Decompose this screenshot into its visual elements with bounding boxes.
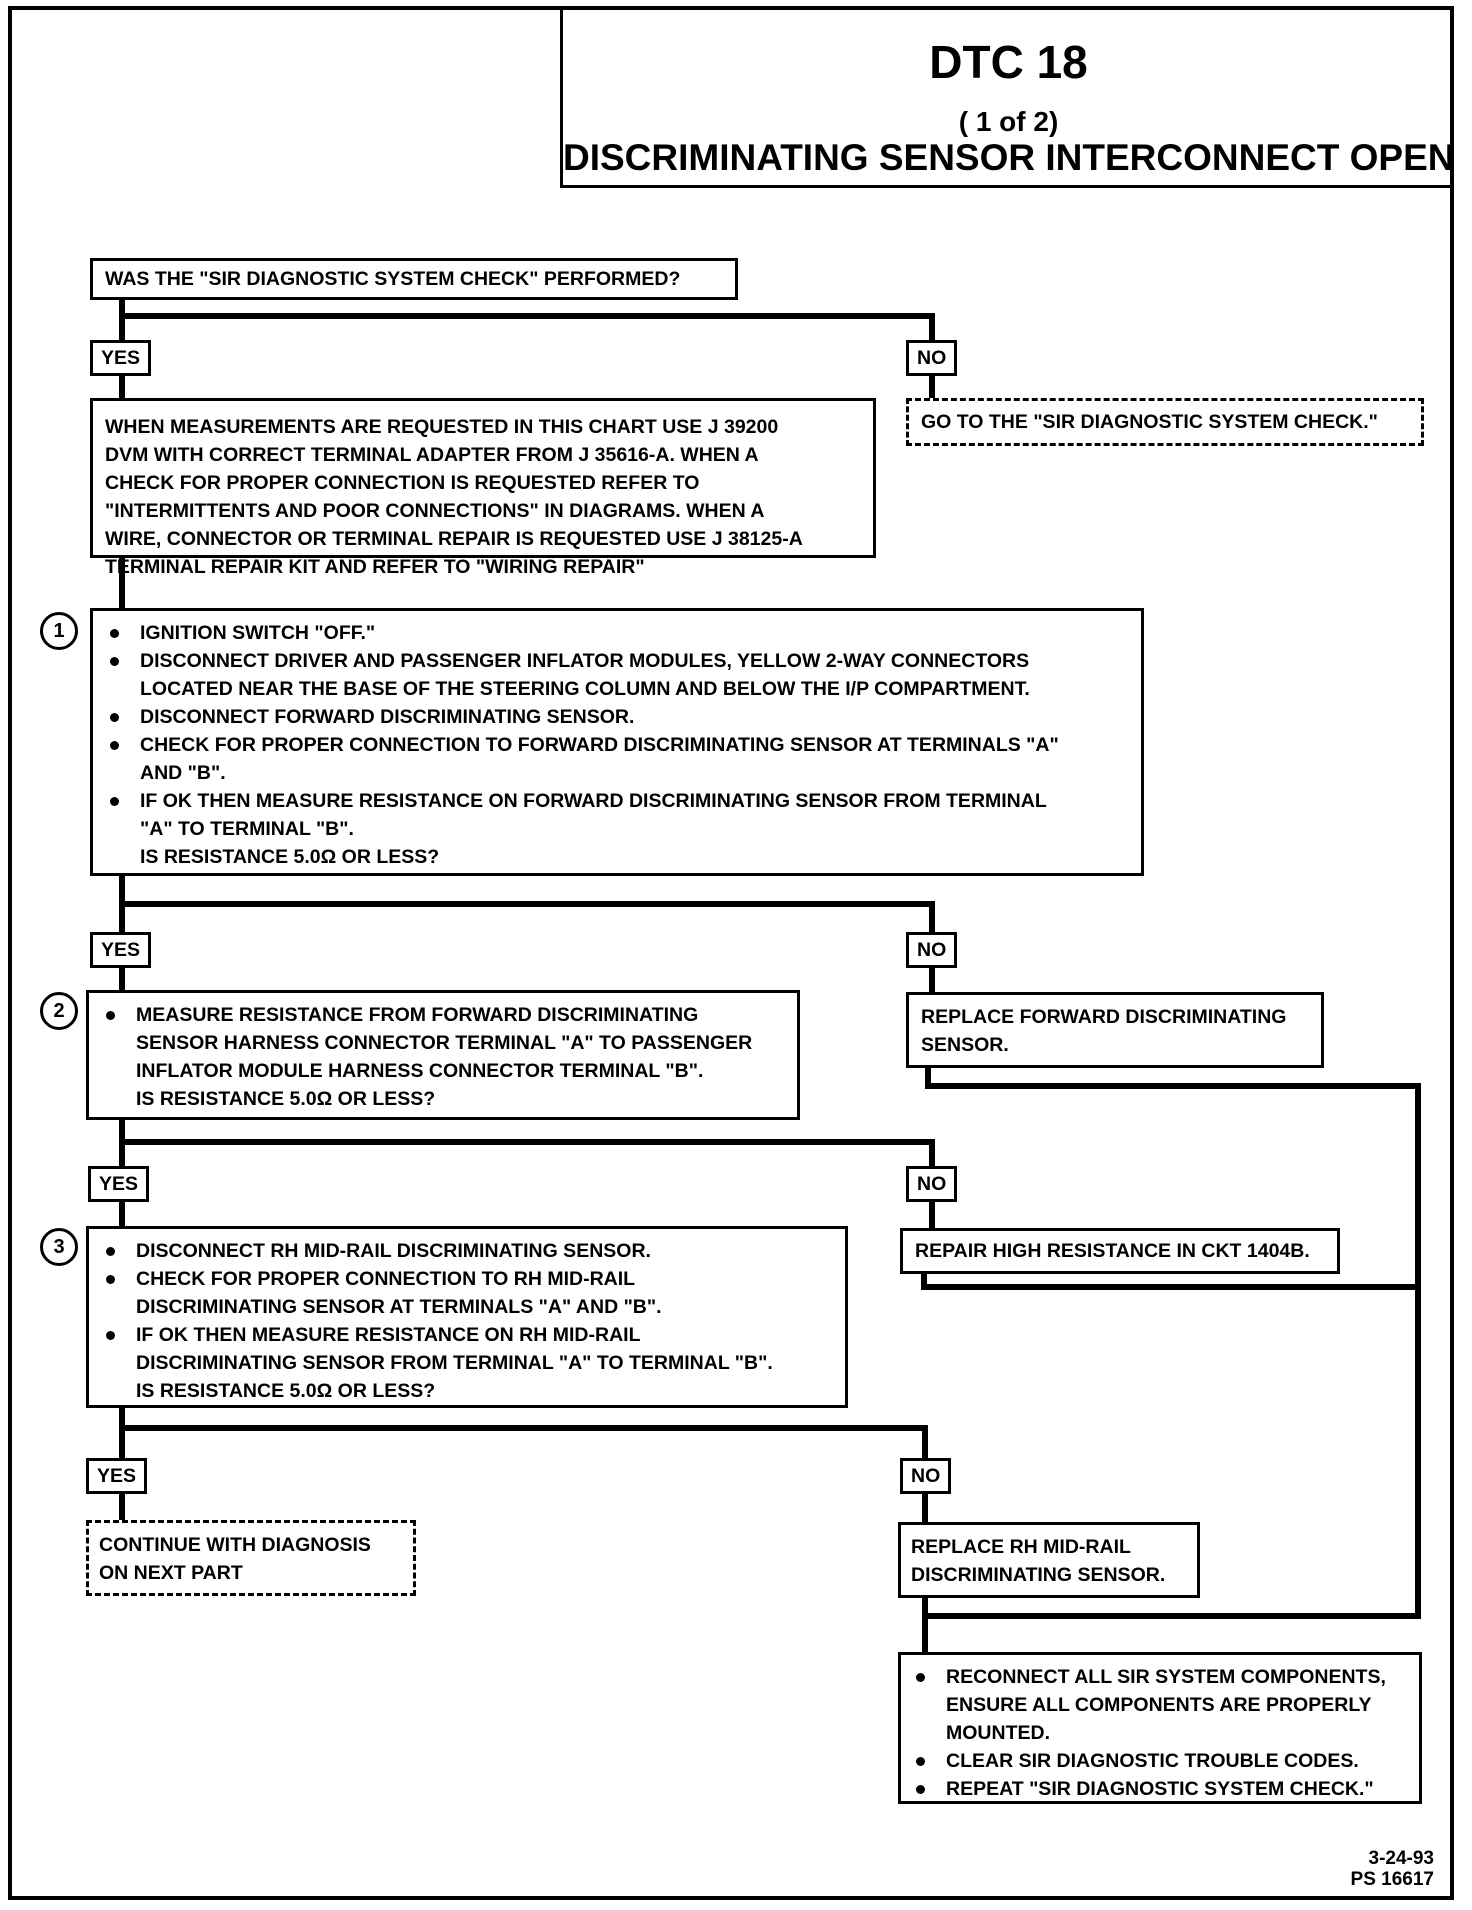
replace-forward-sensor-box [906, 992, 1324, 1068]
bullet-line: IF OK THEN MEASURE RESISTANCE ON RH MID-RAIL [136, 1324, 641, 1346]
bullet-line: LOCATED NEAR THE BASE OF THE STEERING COLUMN AND BELOW THE I/P COMPARTMENT. [140, 678, 1030, 700]
instructions-box [90, 398, 876, 578]
no-label: NO [906, 1166, 957, 1202]
action-line: CONTINUE WITH DIAGNOSIS [99, 1534, 371, 1556]
bullet-line: CHECK FOR PROPER CONNECTION TO RH MID-RAIL [136, 1268, 636, 1290]
bullet-line: IGNITION SWITCH "OFF." [140, 622, 376, 644]
bullet-line: "A" TO TERMINAL "B". [140, 818, 354, 840]
bullet-list [913, 1663, 1409, 1803]
repair-high-resistance-box [900, 1228, 1340, 1274]
yes-label: YES [90, 932, 151, 968]
no-label: NO [906, 932, 957, 968]
bullet-item [103, 1001, 785, 1113]
bullet-line: CHECK FOR PROPER CONNECTION TO FORWARD DISCRIMINATING SENSOR AT TERMINALS "A" [140, 734, 1059, 756]
final-steps-box [898, 1652, 1422, 1804]
instruction-line: CHECK FOR PROPER CONNECTION IS REQUESTED REFER TO [105, 472, 700, 494]
bullet-line: DISCRIMINATING SENSOR FROM TERMINAL "A" TO TERMINAL "B". [136, 1352, 773, 1374]
bullet-item [107, 619, 1129, 647]
step-number-1: 1 [40, 612, 78, 650]
bullet-line: DISCONNECT FORWARD DISCRIMINATING SENSOR. [140, 706, 635, 728]
replace-mid-rail-sensor-box [898, 1522, 1200, 1598]
action-line: SENSOR. [921, 1034, 1009, 1056]
bullet-item [913, 1775, 1409, 1803]
instruction-line: WIRE, CONNECTOR OR TERMINAL REPAIR IS REQUESTED USE J 38125-A [105, 528, 803, 550]
no-label: NO [906, 340, 957, 376]
step-2-box [86, 990, 800, 1120]
start-question: WAS THE "SIR DIAGNOSTIC SYSTEM CHECK" PERFORMED? [105, 268, 681, 290]
dtc-code: DTC 18 [929, 36, 1088, 88]
bullet-item [103, 1237, 833, 1265]
bullet-line: DISCRIMINATING SENSOR AT TERMINALS "A" AND "B". [136, 1296, 662, 1318]
bullet-item [107, 647, 1129, 703]
bullet-item [103, 1265, 833, 1321]
bullet-line: CLEAR SIR DIAGNOSTIC TROUBLE CODES. [946, 1750, 1359, 1772]
step-3-box [86, 1226, 848, 1408]
yes-label: YES [90, 340, 151, 376]
no-label: NO [900, 1458, 951, 1494]
bullet-line: DISCONNECT DRIVER AND PASSENGER INFLATOR MODULES, YELLOW 2-WAY CONNECTORS [140, 650, 1030, 672]
bullet-item [107, 731, 1129, 787]
part-indicator: ( 1 of 2) [958, 106, 1059, 137]
bullet-line: SENSOR HARNESS CONNECTOR TERMINAL "A" TO PASSENGER [136, 1032, 753, 1054]
start-question-box [90, 258, 738, 300]
footer [1351, 1848, 1434, 1890]
continue-next-part-box [86, 1520, 416, 1596]
bullet-line: MOUNTED. [946, 1722, 1050, 1744]
action-line: DISCRIMINATING SENSOR. [911, 1564, 1166, 1586]
bullet-line: IF OK THEN MEASURE RESISTANCE ON FORWARD DISCRIMINATING SENSOR FROM TERMINAL [140, 790, 1047, 812]
instruction-line: DVM WITH CORRECT TERMINAL ADAPTER FROM J 35616-A. WHEN A [105, 444, 759, 466]
action-line: REPAIR HIGH RESISTANCE IN CKT 1404B. [915, 1240, 1310, 1262]
yes-label: YES [86, 1458, 147, 1494]
bullet-list [103, 1001, 785, 1113]
bullet-item [913, 1663, 1409, 1747]
bullet-line: IS RESISTANCE 5.0Ω OR LESS? [136, 1088, 436, 1110]
step-number-3: 3 [40, 1228, 78, 1266]
yes-label: YES [88, 1166, 149, 1202]
bullet-line: INFLATOR MODULE HARNESS CONNECTOR TERMINAL "B". [136, 1060, 704, 1082]
action-line: ON NEXT PART [99, 1562, 243, 1584]
instruction-line: TERMINAL REPAIR KIT AND REFER TO "WIRING REPAIR" [105, 556, 645, 578]
bullet-line: REPEAT "SIR DIAGNOSTIC SYSTEM CHECK." [946, 1778, 1374, 1800]
title-block [560, 6, 1454, 188]
bullet-line: MEASURE RESISTANCE FROM FORWARD DISCRIMINATING [136, 1004, 699, 1026]
bullet-item [107, 787, 1129, 871]
footer-code: PS 16617 [1350, 1869, 1434, 1890]
bullet-line: AND "B". [140, 762, 226, 784]
footer-date: 3-24-93 [1368, 1848, 1434, 1869]
go-to-system-check-text: GO TO THE "SIR DIAGNOSTIC SYSTEM CHECK." [921, 411, 1378, 433]
instruction-line: "INTERMITTENTS AND POOR CONNECTIONS" IN DIAGRAMS. WHEN A [105, 500, 765, 522]
step-number-2: 2 [40, 992, 78, 1030]
action-line: REPLACE FORWARD DISCRIMINATING [921, 1006, 1287, 1028]
bullet-line: ENSURE ALL COMPONENTS ARE PROPERLY [946, 1694, 1372, 1716]
chart-title: DISCRIMINATING SENSOR INTERCONNECT OPEN [563, 137, 1455, 178]
instruction-line: WHEN MEASUREMENTS ARE REQUESTED IN THIS CHART USE J 39200 [105, 416, 779, 438]
bullet-item [913, 1747, 1409, 1775]
bullet-line: DISCONNECT RH MID-RAIL DISCRIMINATING SENSOR. [136, 1240, 651, 1262]
go-to-system-check-box [906, 398, 1424, 446]
bullet-list [103, 1237, 833, 1405]
action-line: REPLACE RH MID-RAIL [911, 1536, 1131, 1558]
bullet-line: IS RESISTANCE 5.0Ω OR LESS? [136, 1380, 436, 1402]
bullet-line: RECONNECT ALL SIR SYSTEM COMPONENTS, [946, 1666, 1386, 1688]
bullet-list [107, 619, 1129, 871]
step-1-box [90, 608, 1144, 876]
bullet-item [103, 1321, 833, 1405]
bullet-item [107, 703, 1129, 731]
bullet-line: IS RESISTANCE 5.0Ω OR LESS? [140, 846, 440, 868]
